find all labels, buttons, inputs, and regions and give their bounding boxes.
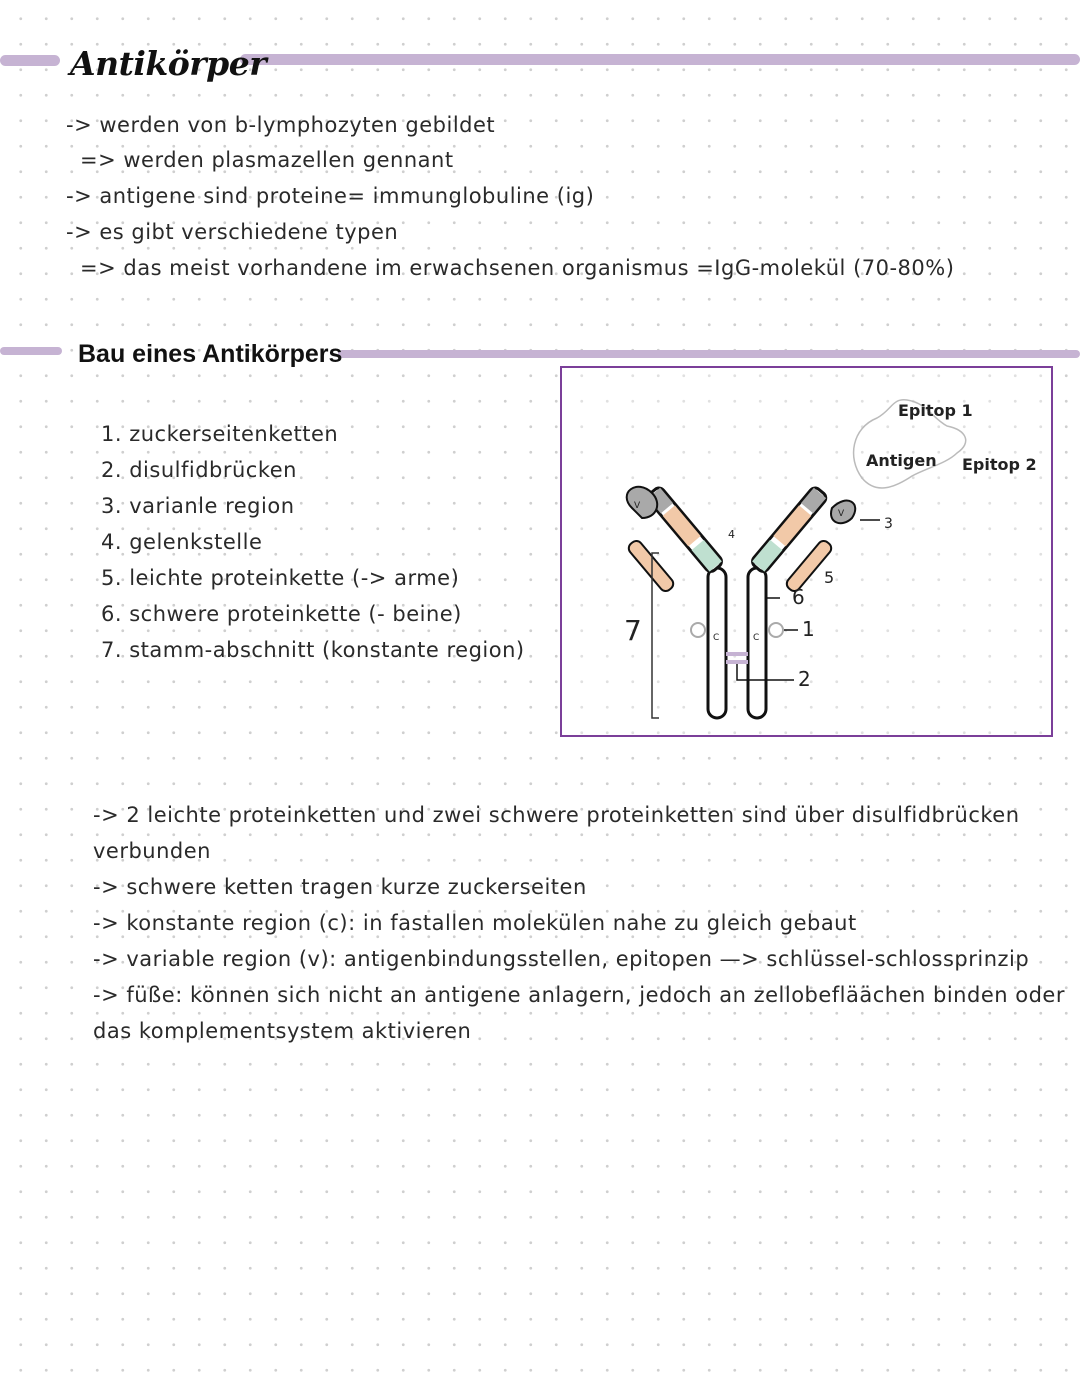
left-arm [646,486,724,574]
sugar-chain [769,623,783,637]
intro-line: => das meist vorhandene im erwachsenen organismus =IgG-molekül (70-80%) [80,256,955,280]
label-5: 5 [824,568,835,587]
light-chain-left [626,539,675,594]
label-v: V [838,509,845,519]
part-item: 2. disulfidbrücken [101,458,297,482]
note-line: verbunden [93,839,211,863]
label-1: 1 [802,617,815,641]
antibody-diagram [560,366,1053,737]
section-bar-left [0,347,62,355]
part-item: 4. gelenkstelle [101,530,263,554]
label-7: 7 [624,614,642,647]
note-line: -> schwere ketten tragen kurze zuckerseiten [93,875,587,899]
label-6: 6 [792,585,805,609]
label-c: C [713,633,720,643]
disulfide-bridge [726,652,748,656]
part-item: 1. zuckerseitenketten [101,422,339,446]
note-line: -> füße: können sich nicht an antigene anlagern, jedoch an zellobefläächen binden oder [93,983,1065,1007]
header-bar-left [0,55,60,66]
note-line: -> 2 leichte proteinketten und zwei schwere proteinketten sind über disulfidbrücken [93,803,1020,827]
heavy-chain-right-stem [748,568,766,718]
intro-line: -> werden von b-lymphozyten gebildet [66,113,496,137]
section-title: Bau eines Antikörpers [78,340,343,368]
heavy-chain-left-stem [708,568,726,718]
note-line: -> konstante region (c): in fastallen molekülen nahe zu gleich gebaut [93,911,857,935]
section-bar-right [338,350,1080,358]
label-v: V [634,501,641,511]
page-title: Antikörper [70,44,267,83]
label-2: 2 [798,667,811,691]
header-bar-right [240,54,1080,65]
sugar-chain [691,623,705,637]
label-4: 4 [728,528,735,541]
label-epitop-1: Epitop 1 [898,401,973,420]
label-c: C [753,633,760,643]
intro-line: -> antigene sind proteine= immunglobuline (ig) [66,184,595,208]
part-item: 7. stamm-abschnitt (konstante region) [101,638,525,662]
intro-line: => werden plasmazellen gennant [80,148,454,172]
intro-line: -> es gibt verschiedene typen [66,220,399,244]
part-item: 3. varianle region [101,494,295,518]
label-antigen: Antigen [866,451,937,470]
note-line: das komplementsystem aktivieren [93,1019,472,1043]
antibody-illustration [562,368,1051,735]
part-item: 5. leichte proteinkette (-> arme) [101,566,460,590]
disulfide-bridge [726,660,748,664]
note-line: -> variable region (v): antigenbindungsstellen, epitopen —> schlüssel-schlossprinzip [93,947,1030,971]
part-item: 6. schwere proteinkette (- beine) [101,602,462,626]
label-epitop-2: Epitop 2 [962,455,1037,474]
label-3: 3 [884,516,893,532]
